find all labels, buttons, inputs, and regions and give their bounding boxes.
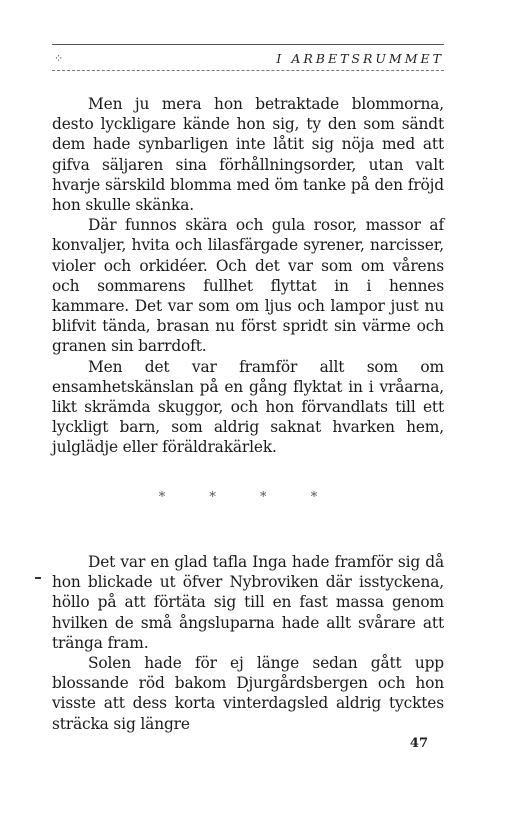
paragraph: Där funnos skära och gula rosor, massor af konvaljer, hvita och lilasfärgade syrener, narcisser, violer och orkidéer. Och det var som om vårens och sommarens fullhet flyttat in i hennes kammare. Det var som om ljus och lampor just nu blifvit tända, brasan nu först spridt sin värme och granen sin barrdoft. xyxy=(52,216,444,356)
page-number: 47 xyxy=(409,736,428,751)
margin-mark xyxy=(35,577,41,579)
paragraph: Det var en glad tafla Inga hade framför sig då hon blickade ut öfver Nybroviken där isstyckena, höllo på att förtäta sig till en fast massa genom hvilken de små ångsluparna hade allt svårare att tränga fram. xyxy=(52,553,444,652)
paragraph: Men det var framför allt som om ensamhetskänslan på en gång flyktat in i vråarna, likt skrämda skuggor, och hon förvandlats till ett lyckligt barn, som aldrig saknat hvarken hem, julglädje eller föräldrakärlek. xyxy=(52,357,444,457)
section-divider: * * * * xyxy=(158,490,338,505)
header-rule-top xyxy=(52,44,444,45)
running-head xyxy=(52,51,444,69)
book-page xyxy=(52,38,444,778)
paragraph: Men ju mera hon betraktade blommorna, desto lyckligare kände hon sig, ty den som sändt dem hade synbarligen inte låtit sig nöja med att gifva säljaren sina förhållningsorder, utan valt hvarje särskild blomma med öm tanke på den fröjd hon skulle skänka. xyxy=(52,95,444,215)
header-ornament: ⁘ xyxy=(54,52,65,65)
text-section-2 xyxy=(52,552,444,734)
header-rule-bottom xyxy=(52,70,444,71)
running-head-title: I ARBETSRUMMET xyxy=(276,51,444,66)
paragraph: Solen hade för ej länge sedan gått upp blossande röd bakom Djurgårdsbergen och hon visste att dess korta vinterdagsled aldrig tycktes sträcka sig längre xyxy=(52,654,444,733)
text-section-1 xyxy=(52,94,444,458)
